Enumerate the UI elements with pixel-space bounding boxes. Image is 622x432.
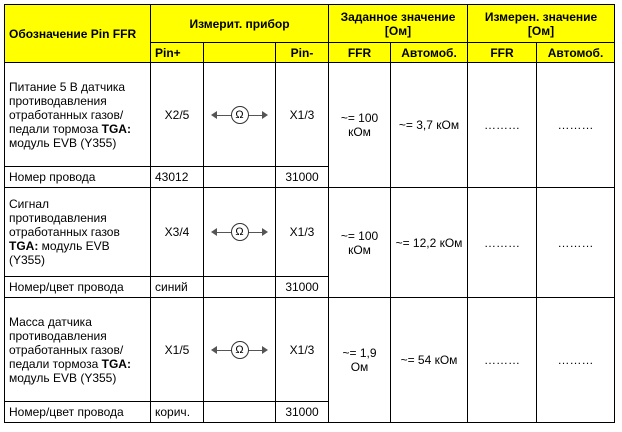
header-target-auto: Автомоб. [391, 43, 468, 63]
header-measured-ffr: FFR [468, 43, 537, 63]
ohm-icon: Ω [231, 223, 249, 241]
header-target-ffr: FFR [329, 43, 391, 63]
measured-auto-cell: ……… [537, 63, 615, 188]
header-target-value: Заданное значение [Ом] [329, 5, 468, 43]
target-ffr-cell: ~= 1,9 Ом [329, 298, 391, 423]
header-pin-plus: Pin+ [151, 43, 204, 63]
wire-label: Номер/цвет провода [5, 402, 151, 423]
row-description: Сигнал противодавления отработанных газов TGA: модуль EVB (Y355) [5, 188, 151, 277]
ohmmeter-symbol [204, 188, 276, 277]
table-row [5, 298, 615, 402]
row-description: Питание 5 В датчика противодавления отработанных газов/педали тормоза TGA: модуль EVB (Y355) [5, 63, 151, 167]
table-row [5, 63, 615, 167]
wire-plus-cell: 43012 [151, 167, 204, 188]
target-ffr-cell: ~= 100 кОм [329, 63, 391, 188]
pin-minus-cell: X1/3 [276, 188, 329, 277]
measured-ffr-cell: ……… [468, 63, 537, 188]
wire-minus-cell: 31000 [276, 277, 329, 298]
header-measured-value: Измерен. значение [Ом] [468, 5, 615, 43]
row-description: Масса датчика противодавления отработанных газов/педали тормоза TGA: модуль EVB (Y355) [5, 298, 151, 402]
target-auto-cell: ~= 3,7 кОм [391, 63, 468, 188]
ohm-icon: Ω [231, 106, 249, 124]
measured-ffr-cell: ……… [468, 298, 537, 423]
target-auto-cell: ~= 54 кОм [391, 298, 468, 423]
pin-plus-cell: X2/5 [151, 63, 204, 167]
wire-label: Номер/цвет провода [5, 277, 151, 298]
pin-plus-cell: X1/5 [151, 298, 204, 402]
header-meter-blank [204, 43, 276, 63]
header-instrument: Измерит. прибор [151, 5, 329, 43]
measured-auto-cell: ……… [537, 188, 615, 298]
wire-minus-cell: 31000 [276, 402, 329, 423]
wire-meter-blank [204, 167, 276, 188]
ohmmeter-symbol [204, 298, 276, 402]
wire-plus-cell: корич. [151, 402, 204, 423]
ohm-icon: Ω [231, 341, 249, 359]
wire-plus-cell: синий [151, 277, 204, 298]
wire-minus-cell: 31000 [276, 167, 329, 188]
wire-meter-blank [204, 277, 276, 298]
table-row [5, 188, 615, 277]
pin-minus-cell: X1/3 [276, 63, 329, 167]
header-designation: Обозначение Pin FFR [5, 5, 151, 63]
pin-plus-cell: X3/4 [151, 188, 204, 277]
wire-label: Номер провода [5, 167, 151, 188]
pin-measurement-table [4, 4, 615, 423]
pin-minus-cell: X1/3 [276, 298, 329, 402]
target-auto-cell: ~= 12,2 кОм [391, 188, 468, 298]
header-pin-minus: Pin- [276, 43, 329, 63]
ohmmeter-symbol [204, 63, 276, 167]
measured-auto-cell: ……… [537, 298, 615, 423]
header-measured-auto: Автомоб. [537, 43, 615, 63]
target-ffr-cell: ~= 100 кОм [329, 188, 391, 298]
measured-ffr-cell: ……… [468, 188, 537, 298]
wire-meter-blank [204, 402, 276, 423]
